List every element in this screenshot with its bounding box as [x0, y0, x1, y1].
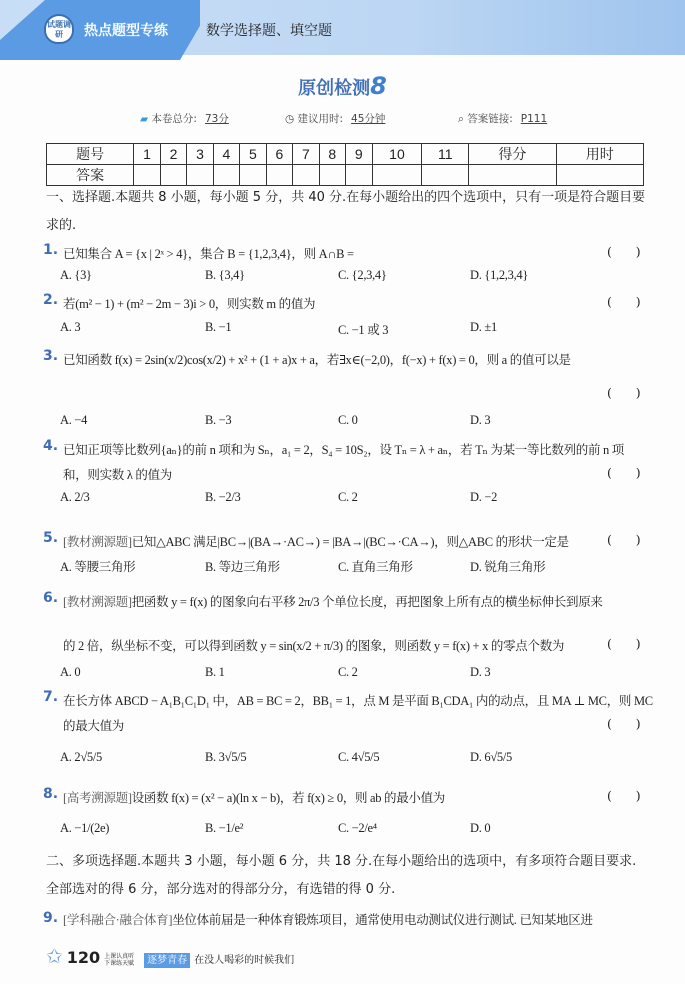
title-text: 原创检测: [298, 78, 371, 99]
clock-icon: ◷: [285, 113, 298, 125]
answer-link: [458, 111, 555, 126]
option-A: A. 3: [60, 320, 81, 334]
answer-parentheses: ( ): [607, 788, 641, 803]
table-header-cell: 10: [372, 144, 422, 165]
question-number: 4.: [43, 438, 59, 454]
option-A: A. 2√5/5: [60, 750, 102, 764]
option-A: A. {3}: [60, 268, 92, 282]
stem-text: 的 2 倍，纵坐标不变，可以得到函数 y = sin(x/2 + π/3) 的图象，则函数 y = f(x) + x 的零点个数为: [63, 639, 565, 653]
option-D: D. 3: [470, 413, 491, 427]
stem-text: 在长方体 ABCD − A₁B₁C₁D₁ 中，AB = BC = 2，BB₁ = 1，点 M 是平面 B₁CDA₁ 内的动点，且 MA ⊥ MC，则 MC: [63, 694, 653, 708]
stem-text: 若(m² − 1) + (m² − 2m − 3)i > 0，则实数 m 的值为: [63, 297, 316, 311]
page-number: 120: [66, 948, 101, 967]
time-value: 45分钟: [351, 113, 386, 125]
question-number: 5.: [43, 530, 59, 546]
option-B: B. 等边三角形: [205, 560, 280, 574]
option-C: C. 0: [338, 413, 358, 427]
section-2-heading: 二、多项选择题.本题共 3 小题，每小题 6 分，共 18 分.在每小题给出的选项中，有多项符合题目要求.全部选对的得 6 分，部分选对的得部分分，有选错的得 0 分.: [46, 854, 637, 897]
series-badge-icon: 试题调研: [44, 14, 74, 44]
table-header-cell: 7: [293, 144, 319, 165]
option-D: D. 锐角三角形: [470, 560, 546, 574]
question-6-stem: [63, 636, 564, 654]
stem-text: 已知集合 A = {x | 2ˣ > 4}，集合 B = {1,2,3,4}，则 A∩B =: [63, 247, 354, 261]
answer-cell[interactable]: [187, 165, 213, 186]
table-header-cell: 6: [266, 144, 292, 165]
option-A: A. −4: [60, 413, 88, 427]
option-B: B. −1: [205, 320, 232, 334]
option-B: B. {3,4}: [205, 268, 245, 282]
answer-cell[interactable]: [556, 165, 643, 186]
stem-text: 和，则实数 λ 的值为: [63, 468, 173, 482]
question-number: 2.: [43, 292, 59, 308]
answer-cell[interactable]: [213, 165, 239, 186]
title-number: 8: [370, 72, 387, 100]
stem-text: 已知函数 f(x) = 2sin(x/2)cos(x/2) + x² + (1 + a)x + a，若∃x∈(−2,0)，f(−x) + f(x) = 0，则 a 的值可以是: [63, 353, 571, 367]
suggested-time: [285, 111, 393, 126]
table-header-cell: 1: [134, 144, 160, 165]
option-D: D. 3: [470, 665, 491, 679]
answer-cell[interactable]: [134, 165, 160, 186]
answer-label: 答案链接:: [467, 113, 513, 125]
score-value: 73分: [204, 113, 229, 125]
footer-motto: 上课认真听 下课练天赋: [104, 952, 135, 967]
option-C: C. {2,3,4}: [338, 268, 387, 282]
question-number: 9.: [43, 910, 59, 926]
option-A: A. −1/(2e): [60, 821, 110, 835]
option-C: C. −2/e⁴: [338, 821, 377, 835]
stem-text: 坐位体前届是一种体育锻炼项目，通常使用电动测试仪进行测试. 已知某地区进: [172, 913, 593, 927]
answer-parentheses: ( ): [607, 294, 641, 309]
answer-cell[interactable]: [422, 165, 469, 186]
option-D: D. 6√5/5: [470, 750, 512, 764]
answer-parentheses: ( ): [607, 636, 641, 651]
section-1-heading: 一、选择题.本题共 8 小题，每小题 5 分，共 40 分.在每小题给出的四个选项中，只有一项是符合题目要求的.: [46, 190, 646, 233]
option-C: C. 直角三角形: [338, 560, 413, 574]
search-icon: ⌕: [458, 113, 468, 125]
question-number: 3.: [43, 348, 59, 364]
answer-row-label: 答案: [47, 165, 134, 186]
answer-cell[interactable]: [266, 165, 292, 186]
option-B: B. −1/e²: [205, 821, 244, 835]
page-title: [0, 72, 685, 100]
stem-text: 已知△ABC 满足|BC→|(BA→·AC→) = |BA→|(BC→·CA→)，则△ABC 的形状一定是: [131, 535, 569, 549]
table-header-cell: 8: [319, 144, 345, 165]
question-number: 1.: [43, 242, 59, 258]
footer-label: 逐梦青春: [144, 953, 190, 968]
table-header-cell: 3: [187, 144, 213, 165]
answer-page: P111: [520, 113, 548, 125]
question-8-stem: [63, 788, 445, 806]
option-B: B. 1: [205, 665, 225, 679]
question-tag: [教材溯源题]: [63, 595, 132, 609]
question-7-stem: [63, 716, 124, 734]
star-logo-icon: ✩: [46, 944, 63, 968]
answer-cell[interactable]: [293, 165, 319, 186]
question-4-stem: [63, 465, 172, 483]
answer-cell[interactable]: [160, 165, 186, 186]
cap-icon: ▰: [140, 113, 152, 125]
option-A: A. 2/3: [60, 490, 90, 504]
question-2-stem: [63, 294, 315, 312]
option-A: A. 0: [60, 665, 81, 679]
answer-table: [46, 143, 644, 186]
subject-title: 数学选择题、填空题: [206, 23, 332, 39]
option-D: D. ±1: [470, 320, 497, 334]
answer-parentheses: ( ): [607, 244, 641, 259]
option-B: B. −3: [205, 413, 232, 427]
table-header-cell: 4: [213, 144, 239, 165]
score-label: 本卷总分:: [151, 113, 197, 125]
table-header-cell: 题号: [47, 144, 134, 165]
question-number: 8.: [43, 786, 59, 802]
option-C: C. −1 或 3: [338, 323, 389, 337]
table-header-cell: 用时: [556, 144, 643, 165]
question-7-stem: [63, 691, 653, 709]
table-header-cell: 9: [346, 144, 372, 165]
table-header-cell: 得分: [469, 144, 556, 165]
question-3-stem: [63, 350, 571, 368]
question-4-stem: [63, 440, 624, 458]
total-score: [140, 111, 237, 126]
question-tag: [教材溯源题]: [63, 535, 132, 549]
footer: [46, 944, 294, 968]
option-C: C. 2: [338, 665, 358, 679]
stem-text: 已知正项等比数列{aₙ}的前 n 项和为 Sₙ，a₁ = 2，S₄ = 10S₂，设 Tₙ = λ + aₙ，若 Tₙ 为某一等比数列的前 n 项: [63, 443, 624, 457]
question-9-stem: [63, 910, 593, 928]
option-B: B. −2/3: [205, 490, 241, 504]
option-C: C. 2: [338, 490, 358, 504]
question-number: 7.: [43, 689, 59, 705]
footer-text: 在没人喝彩的时候我们: [194, 955, 295, 966]
option-C: C. 4√5/5: [338, 750, 380, 764]
option-D: D. {1,2,3,4}: [470, 268, 529, 282]
question-tag: [高考溯源题]: [63, 791, 132, 805]
stem-text: 设函数 f(x) = (x² − a)(ln x − b)，若 f(x) ≥ 0，则 ab 的最小值为: [131, 791, 446, 805]
option-D: D. −2: [470, 490, 498, 504]
answer-parentheses: ( ): [607, 716, 641, 731]
table-header-cell: 11: [422, 144, 469, 165]
answer-row: [47, 165, 644, 186]
table-header-cell: 2: [160, 144, 186, 165]
answer-cell[interactable]: [346, 165, 372, 186]
question-number: 6.: [43, 590, 59, 606]
series-title: 热点题型专练: [84, 23, 168, 39]
question-5-stem: [63, 532, 569, 550]
answer-cell[interactable]: [319, 165, 345, 186]
option-B: B. 3√5/5: [205, 750, 247, 764]
time-label: 建议用时:: [297, 113, 344, 125]
answer-parentheses: ( ): [607, 532, 641, 547]
answer-cell[interactable]: [372, 165, 422, 186]
stem-text: 把函数 y = f(x) 的图象向右平移 2π/3 个单位长度，再把图象上所有点的横坐标伸长到原来: [131, 595, 603, 609]
option-A: A. 等腰三角形: [60, 560, 136, 574]
question-number-row: [47, 144, 644, 165]
answer-cell[interactable]: [469, 165, 556, 186]
answer-cell[interactable]: [240, 165, 266, 186]
question-6-stem: [63, 592, 603, 610]
option-D: D. 0: [470, 821, 491, 835]
stem-text: 的最大值为: [63, 719, 125, 733]
answer-parentheses: ( ): [607, 465, 641, 480]
question-tag: [学科融合·融合体育]: [63, 913, 173, 927]
answer-parentheses: ( ): [607, 385, 641, 400]
table-header-cell: 5: [240, 144, 266, 165]
question-1-stem: [63, 244, 354, 262]
